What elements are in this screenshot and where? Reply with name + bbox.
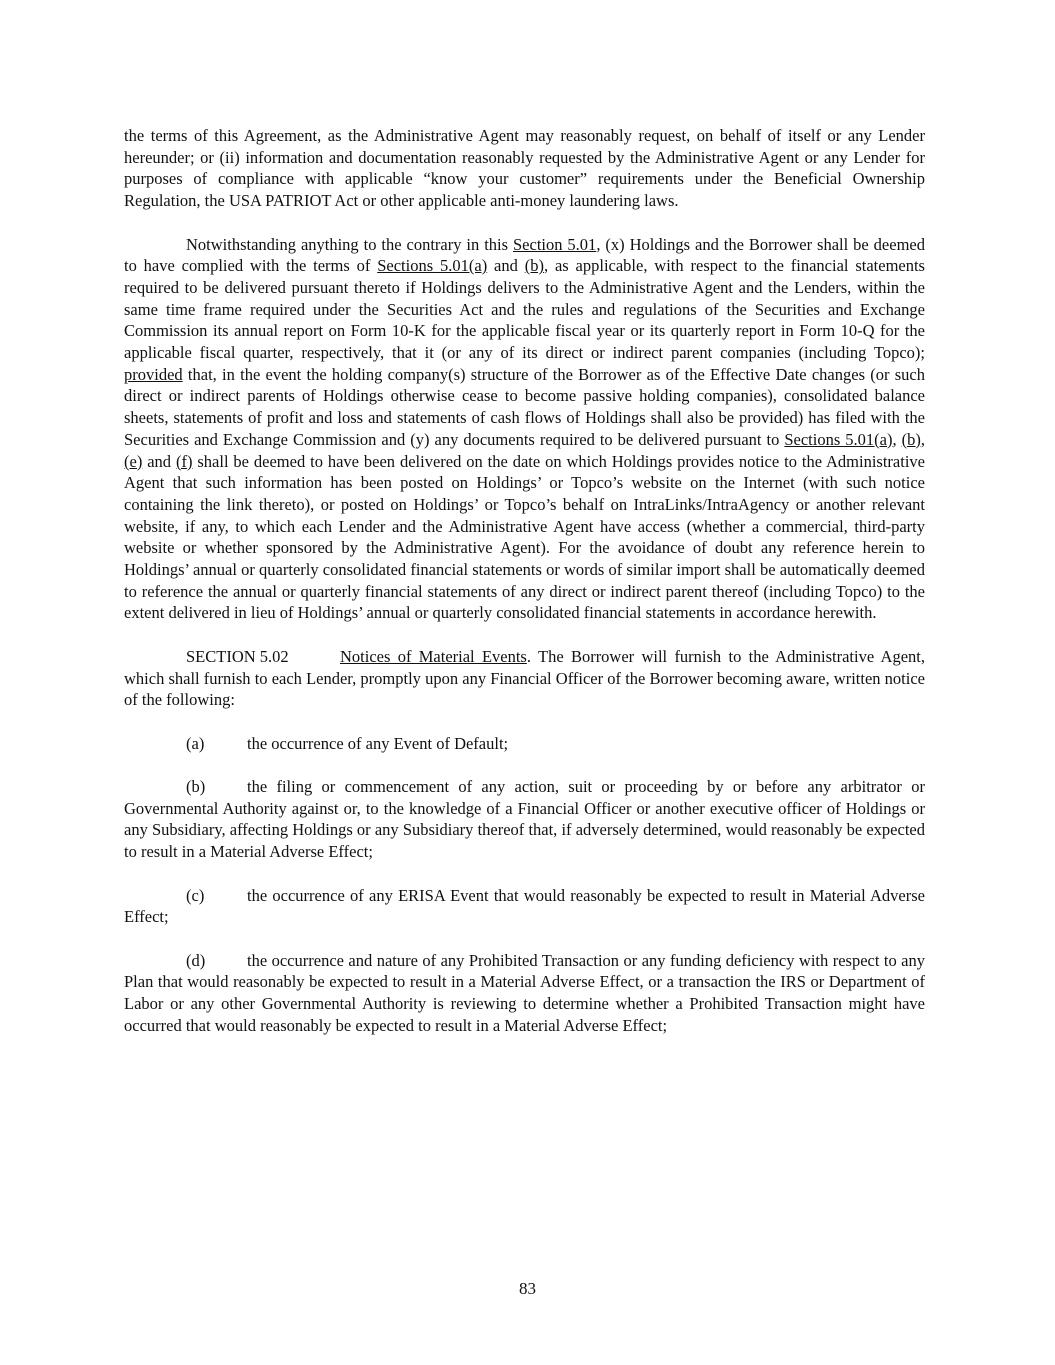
text-run: , — [892, 429, 902, 449]
list-item-b — [124, 776, 925, 863]
list-item-text: the occurrence of any Event of Default; — [247, 733, 509, 753]
list-item-c — [124, 885, 925, 928]
text-run: Notwithstanding anything to the contrary in this — [186, 234, 513, 254]
section-reference: (e) — [124, 451, 143, 471]
text-run: and — [142, 451, 176, 471]
section-text: . The Borrower will furnish to the Administrative Agent, which shall furnish to each Lender, promptly upon any Financial Officer of the Borrower becoming aware, written notice of the following: — [124, 646, 925, 710]
section-reference: Sections 5.01(a) — [377, 256, 488, 276]
page-number: 83 — [519, 1279, 536, 1298]
section-502-paragraph — [124, 646, 925, 711]
text-run: , as applicable, with respect to the financial statements required to be delivered pursuant thereto if Holdings delivers to the Administrative Agent and the Lenders, within the same time frame required under the Securities Act and the rules and regulations of the Securities and Exchange Commission its annual report on Form 10-K for the applicable fiscal year or its quarterly report in Form 10-Q for the applicable fiscal quarter, respectively, that it (or any of its direct or indirect parent companies (including Topco); — [124, 256, 925, 363]
section-reference: (b) — [901, 429, 921, 449]
paragraph-continuation: the terms of this Agreement, as the Administrative Agent may reasonably request, on behalf of itself or any Lender hereunder; or (ii) information and documentation reasonably requested by the Administrative Agent or any Lender for purposes of compliance with applicable “know your customer” requirements under the Beneficial Ownership Regulation, the USA PATRIOT Act or other applicable anti-money laundering laws. — [124, 126, 925, 211]
list-item-text: the occurrence of any ERISA Event that would reasonably be expected to result in Material Adverse Effect; — [124, 885, 925, 927]
list-item-text: the occurrence and nature of any Prohibited Transaction or any funding deficiency with respect to any Plan that would reasonably be expected to result in a Material Adverse Effect, or a transaction the IRS or Department of Labor or any other Governmental Authority is reviewing to determine whether a Prohibited Transaction might have occurred that would reasonably be expected to result in a Material Adverse Effect; — [124, 950, 925, 1035]
list-item-label: (b) — [186, 777, 206, 797]
paragraph-notwithstanding — [124, 234, 925, 625]
section-number: SECTION 5.02 — [186, 646, 289, 666]
section-reference: (b) — [524, 256, 544, 276]
document-page — [124, 125, 925, 1058]
text-run: and — [487, 256, 525, 276]
section-reference: Section 5.01 — [513, 234, 597, 254]
text-run: , — [920, 429, 925, 449]
list-item-label: (c) — [186, 885, 205, 905]
text-run: shall be deemed to have been delivered on the date on which Holdings provides notice to the Administrative Agent that such information has been posted on Holdings’ or Topco’s website on the Internet (with such notice containing the link thereto), or posted on Holdings’ or Topco’s behalf on IntraLinks/IntraAgency or another relevant website, if any, to which each Lender and the Administrative Agent have access (whether a commercial, third-party website or whether sponsored by the Administrative Agent). For the avoidance of doubt any reference herein to Holdings’ annual or quarterly consolidated financial statements or words of similar import shall be automatically deemed to reference the annual or quarterly financial statements of any direct or indirect parent thereof (including Topco) to the extent delivered in lieu of Holdings’ annual or quarterly consolidated financial statements in accordance herewith. — [124, 451, 925, 623]
provided-term: provided — [124, 364, 183, 384]
section-title: Notices of Material Events — [340, 646, 527, 666]
text-run: , (x) Holdings and the Borrower shall be deemed to have complied with the terms of — [124, 234, 925, 276]
text-run: that, in the event the holding company(s) structure of the Borrower as of the Effective Date changes (or such direct or indirect parents of Holdings otherwise cease to become passive holding companies), consolidated balance sheets, statements of profit and loss and statements of cash flows of Holdings shall also be provided) has filed with the Securities and Exchange Commission and (y) any documents required to be delivered pursuant to — [124, 364, 925, 449]
section-reference: Sections 5.01(a) — [784, 429, 893, 449]
list-item-a — [124, 733, 925, 755]
list-item-label: (d) — [186, 950, 206, 970]
list-item-text: the filing or commencement of any action, suit or proceeding by or before any arbitrator or Governmental Authority against or, to the knowledge of a Financial Officer or another executive officer of Holdings or any Subsidiary, affecting Holdings or any Subsidiary thereof that, if adversely determined, would reasonably be expected to result in a Material Adverse Effect; — [124, 777, 925, 862]
list-item-label: (a) — [186, 733, 205, 753]
section-reference: (f) — [175, 451, 193, 471]
list-item-d — [124, 950, 925, 1037]
